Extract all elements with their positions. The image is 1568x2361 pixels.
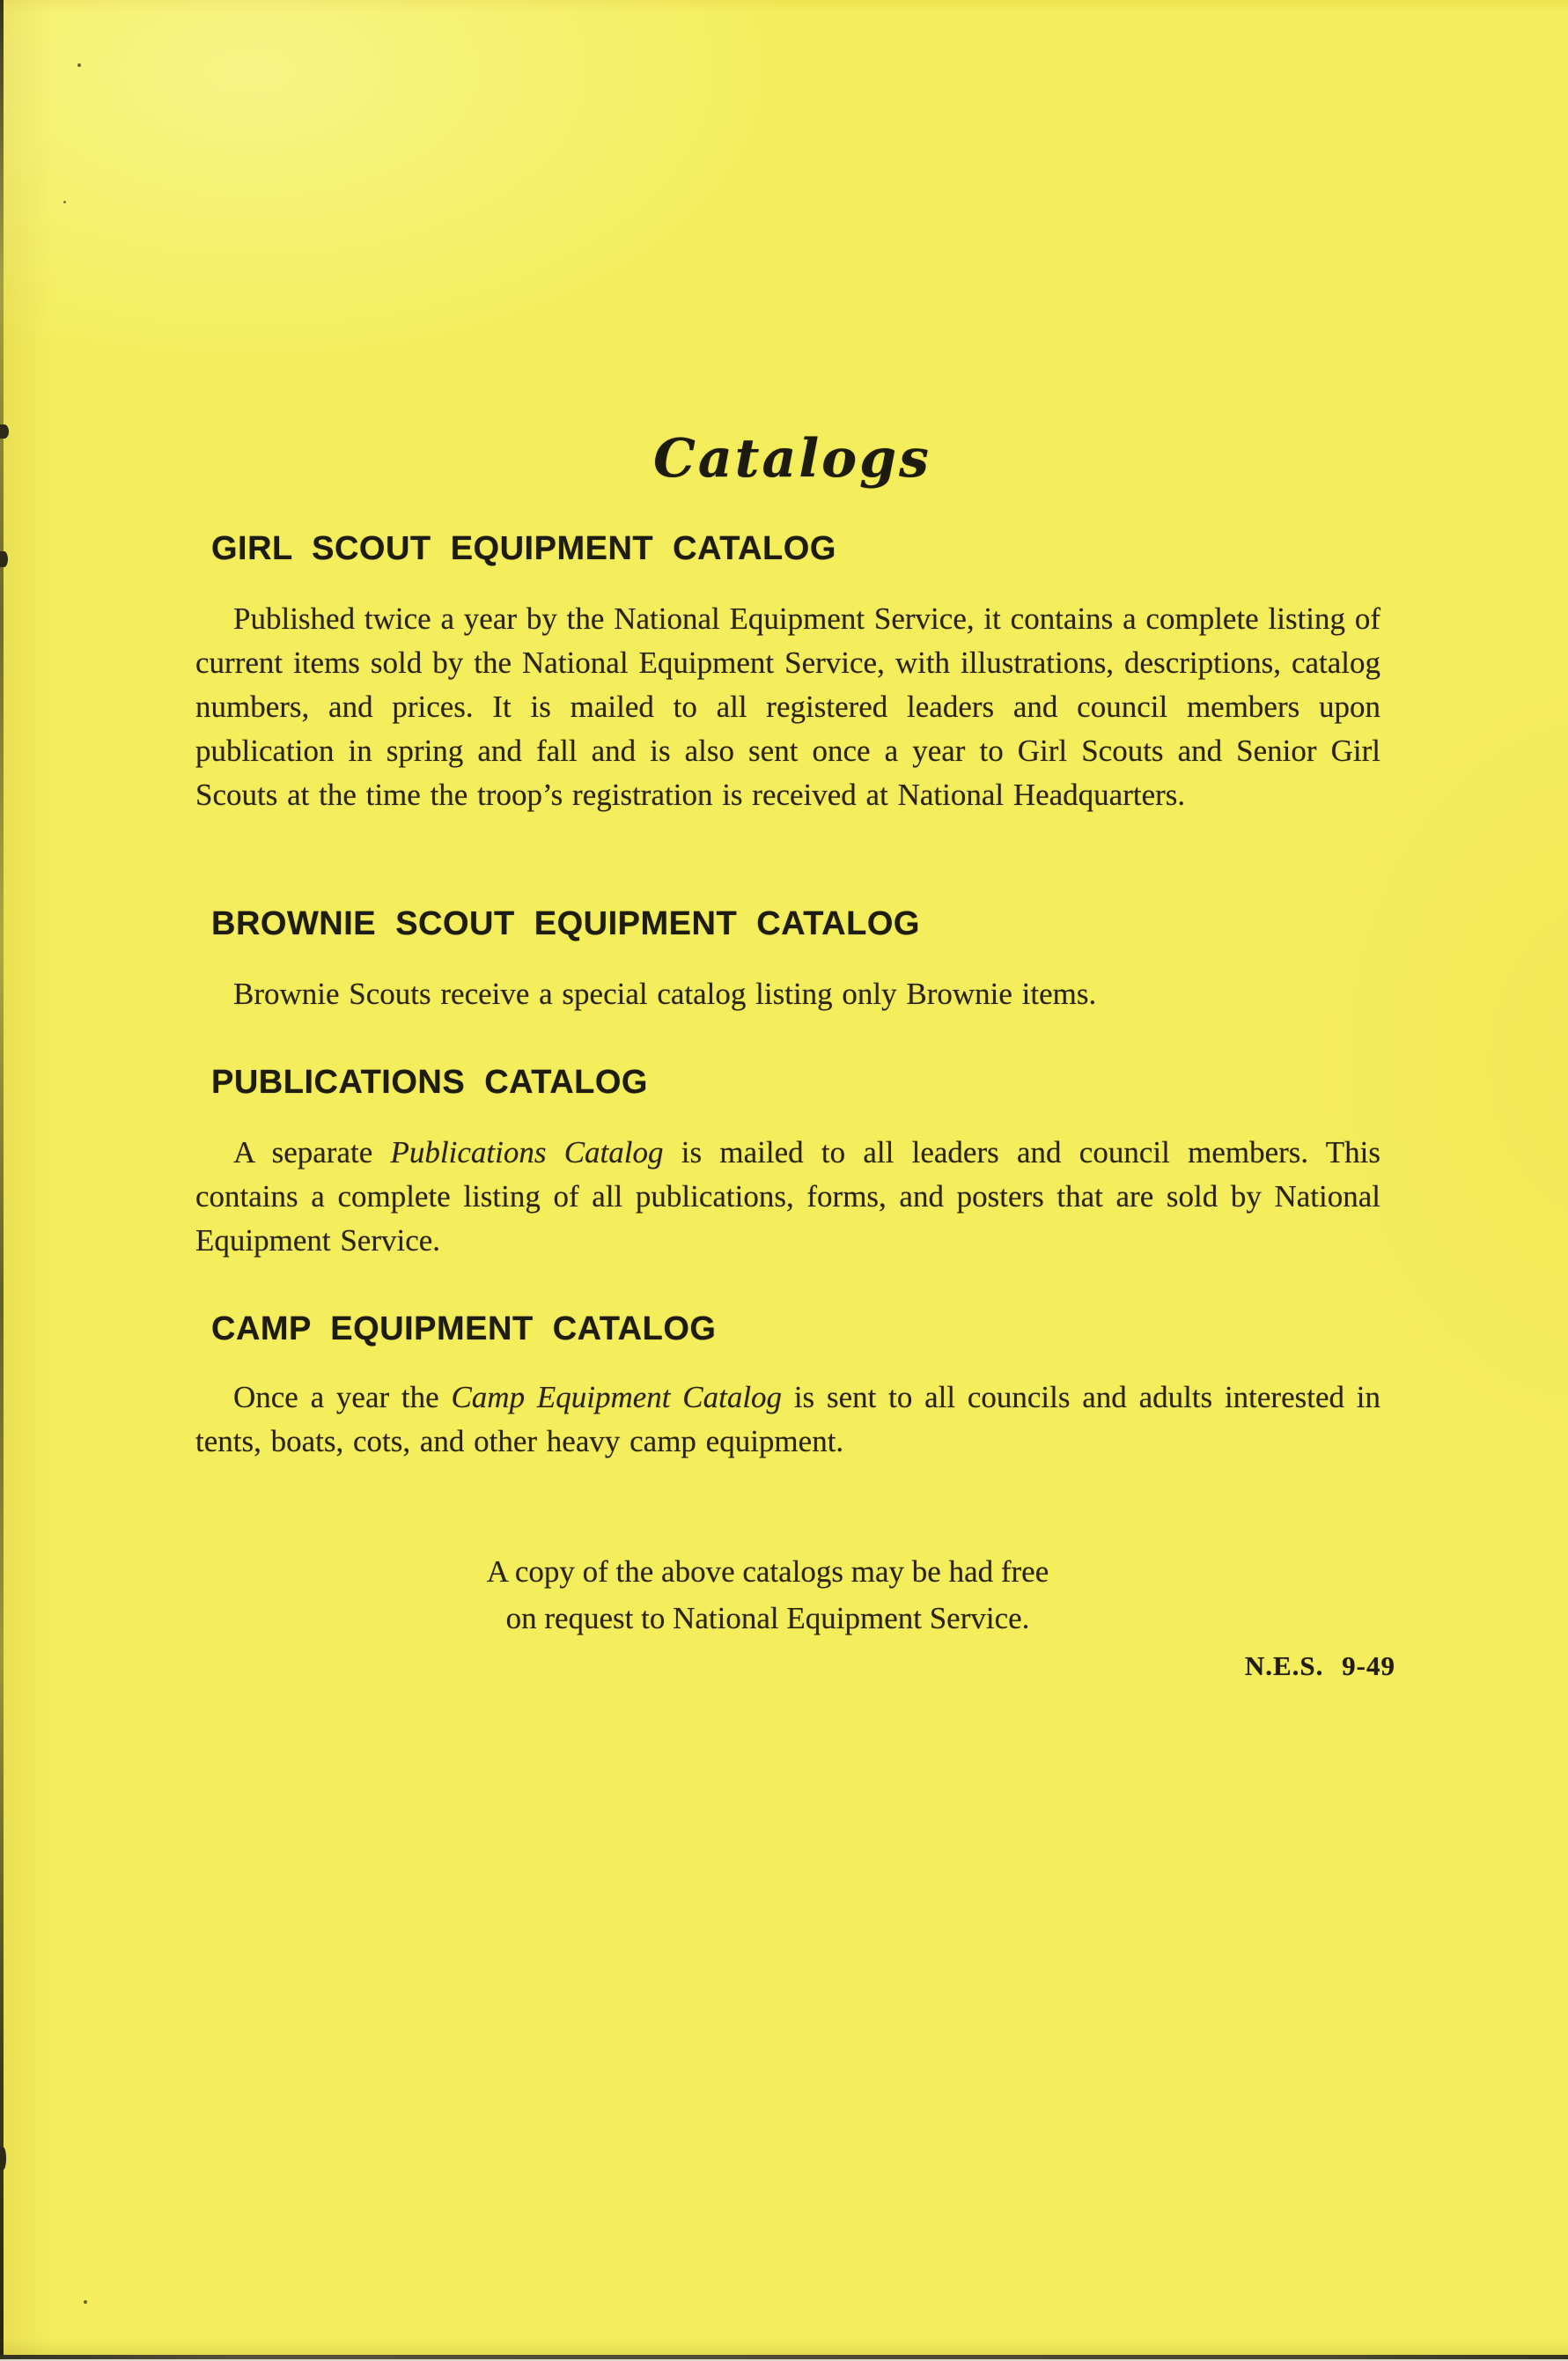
paragraph-girl-scout-equipment-catalog [195,597,1380,817]
paragraph-brownie-scout-equipment-catalog [195,972,1380,1016]
section-heading-girl-scout-equipment-catalog: GIRL SCOUT EQUIPMENT CATALOG [211,530,836,567]
footer-note [0,1548,1535,1642]
paragraph-text: Brownie Scouts receive a special catalog listing only Brownie items. [233,977,1097,1011]
paper-speck [77,63,81,67]
section-heading-publications-catalog: PUBLICATIONS CATALOG [211,1064,648,1101]
paragraph-text: Published twice a year by the National Equipment Service, it contains a complete listing of current items sold by the National Equipment Service, with illustrations, descriptions, catalog numbers, and prices. It is mailed to all registered leaders and council members upon publication in spring and fall and is also sent once a year to Girl Scouts and Senior Girl Scouts at the time the troop’s registration is received at National Headquarters. [195,601,1380,812]
paragraph-text: is sent to all councils and adults interested in tents, boats, cots, and other heavy camp equipment. [195,1380,1380,1458]
scan-ink-blob [0,2147,6,2170]
paragraph-camp-equipment-catalog [195,1376,1380,1464]
footer-note-line1: A copy of the above catalogs may be had free [486,1554,1049,1589]
scan-ink-blob [0,551,8,567]
scan-edge-left [0,0,4,2361]
paragraph-text: Once a year the [233,1380,452,1414]
paragraph-text: A separate [233,1135,391,1169]
imprint-code: N.E.S. 9-49 [1244,1650,1395,1681]
section-heading-camp-equipment-catalog: CAMP EQUIPMENT CATALOG [211,1310,717,1347]
paragraph-publications-catalog [195,1131,1380,1263]
page-title: Catalogs [653,428,931,490]
footer-note-line2: on request to National Equipment Service. [505,1601,1030,1635]
section-heading-brownie-scout-equipment-catalog: BROWNIE SCOUT EQUIPMENT CATALOG [211,905,920,942]
paragraph-text: is mailed to all leaders and council members. This contains a complete listing of all publications, forms, and posters that are sold by National Equipment Service. [195,1135,1380,1258]
italic-catalog-name: Camp Equipment Catalog [451,1380,783,1414]
paper-speck [84,2300,87,2304]
paper-speck [63,201,66,203]
italic-catalog-name: Publications Catalog [390,1135,664,1169]
